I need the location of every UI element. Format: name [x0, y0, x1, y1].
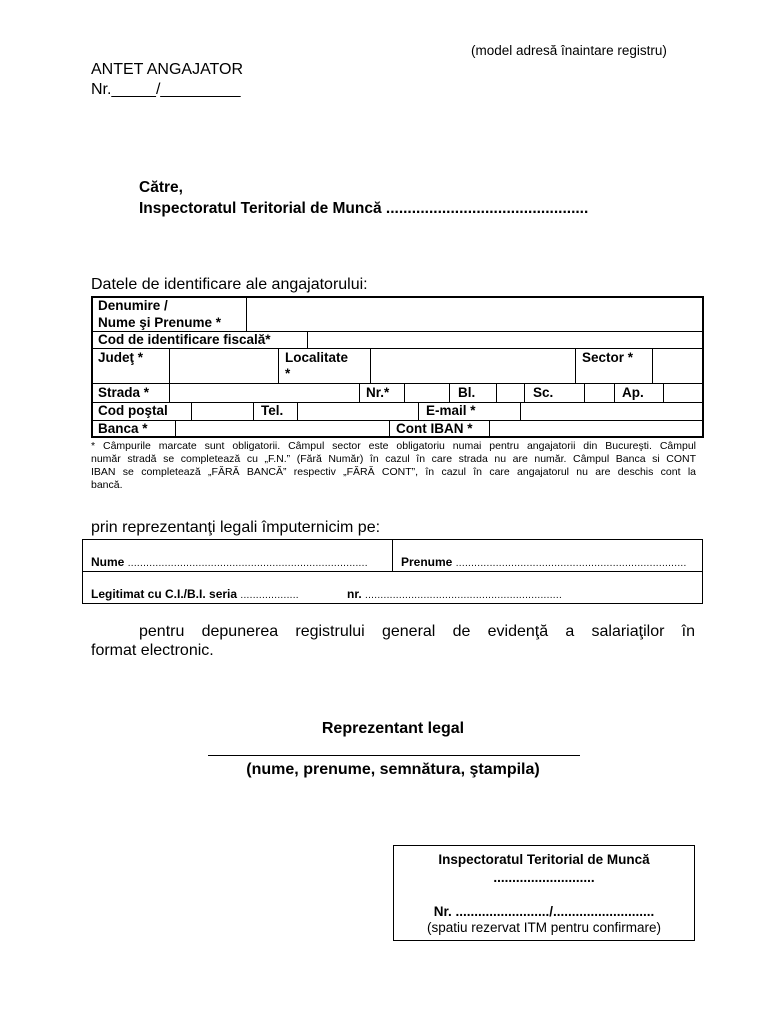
recipient-salutation: Către, — [139, 179, 183, 196]
email-field[interactable] — [522, 404, 700, 419]
rep-nume-label: Nume — [91, 555, 125, 569]
col-divider — [191, 402, 192, 420]
signature-line[interactable] — [208, 755, 580, 756]
col-divider — [392, 539, 393, 571]
note-line: * Câmpurile marcate sunt obligatorii. Câmpul sector este obligatoriu numai pentru angajatorii din Bucureşti. Câmpul — [91, 440, 696, 452]
identification-title: Datele de identificare ale angajatorului: — [91, 276, 368, 293]
ap-label: Ap. — [622, 385, 644, 400]
col-divider — [359, 383, 360, 402]
col-divider — [389, 420, 390, 438]
banca-field[interactable] — [177, 422, 387, 436]
cif-label: Cod de identificare fiscală* — [98, 332, 271, 347]
col-divider — [520, 402, 521, 420]
registration-number-line: Nr._____/_________ — [91, 81, 241, 98]
judet-field[interactable] — [171, 350, 276, 382]
note-line: număr stradă se completează cu „F.N.” (Fără Număr) în cazul în care strada nu are număr. Câmpul Banca si CONT — [91, 453, 696, 465]
cod-postal-label: Cod poştal — [98, 403, 168, 418]
ap-field[interactable] — [665, 385, 700, 401]
col-divider — [663, 383, 664, 402]
cod-postal-field[interactable] — [193, 404, 251, 419]
row-divider — [91, 383, 704, 384]
col-divider — [297, 402, 298, 420]
banca-label: Banca * — [98, 421, 148, 436]
localitate-required-mark: * — [285, 366, 291, 381]
itm-box-dots: ........................... — [493, 870, 595, 885]
email-label: E-mail * — [426, 403, 476, 418]
nr-field[interactable] — [406, 385, 447, 401]
judet-label: Judeţ * — [98, 350, 144, 365]
rep-seria-dots: ................... — [240, 590, 299, 601]
bl-field[interactable] — [498, 385, 522, 401]
itm-confirmation-box — [393, 845, 695, 941]
col-divider — [584, 383, 585, 402]
sc-field[interactable] — [586, 385, 612, 401]
itm-box-title: Inspectoratul Teritorial de Muncă — [438, 852, 650, 867]
col-divider — [307, 331, 308, 348]
row-divider — [91, 402, 704, 403]
row-divider — [82, 571, 703, 572]
rep-prenume-field[interactable] — [401, 555, 687, 569]
rep-legitimat-label: Legitimat cu C.I./B.I. seria — [91, 587, 238, 601]
col-divider — [175, 420, 176, 438]
rep-nume-dots: .............................................................................. — [127, 558, 368, 569]
tel-label: Tel. — [261, 403, 284, 418]
iban-label: Cont IBAN * — [396, 421, 473, 436]
localitate-label: Localitate — [285, 350, 349, 365]
nume-prenume-label: Nume şi Prenume * — [98, 315, 222, 330]
col-divider — [614, 383, 615, 402]
body-text-line: pentru depunerea registrului general de evidenţă a salariaţilor în — [139, 623, 695, 640]
col-divider — [418, 402, 419, 420]
tel-field[interactable] — [299, 404, 416, 419]
rep-nr-label: nr. — [347, 587, 362, 601]
cif-field[interactable] — [309, 332, 700, 347]
denumire-field[interactable] — [248, 298, 700, 329]
col-divider — [496, 383, 497, 402]
col-divider — [652, 348, 653, 383]
rep-prenume-dots: ........................................................................... — [455, 558, 687, 569]
note-line: bancă. — [91, 479, 123, 491]
rep-id-nr-field[interactable] — [347, 587, 562, 601]
col-divider — [489, 420, 490, 438]
localitate-field[interactable] — [372, 350, 573, 382]
itm-box-nr-line[interactable]: Nr. ........................./........................... — [433, 904, 655, 919]
note-line: IBAN se completează „FĂRĂ BANCĂ” respectiv „FĂRĂ CONT”, în cazul în care angajatorul nu are deschis cont la — [91, 466, 696, 478]
bl-label: Bl. — [458, 385, 476, 400]
strada-label: Strada * — [98, 385, 150, 400]
sc-label: Sc. — [533, 385, 554, 400]
col-divider — [404, 383, 405, 402]
row-divider — [91, 348, 704, 349]
recipient-institution: Inspectoratul Teritorial de Muncă ............................................... — [139, 200, 589, 217]
sector-label: Sector * — [582, 350, 634, 365]
representatives-title: prin reprezentanţi legali împuternicim pe: — [91, 519, 381, 536]
signature-title: Reprezentant legal — [321, 720, 465, 737]
rep-prenume-label: Prenume — [401, 555, 453, 569]
nr-label: Nr.* — [366, 385, 390, 400]
col-divider — [246, 296, 247, 331]
col-divider — [370, 348, 371, 383]
rep-nume-field[interactable] — [91, 555, 368, 569]
denumire-label: Denumire / — [98, 298, 168, 313]
body-text-line: format electronic. — [91, 642, 214, 659]
sector-field[interactable] — [654, 350, 700, 382]
rep-id-seria-field[interactable] — [91, 587, 299, 601]
signature-caption: (nume, prenume, semnătura, ştampila) — [246, 761, 540, 778]
col-divider — [169, 348, 170, 383]
strada-field[interactable] — [171, 385, 357, 401]
col-divider — [575, 348, 576, 383]
col-divider — [169, 383, 170, 402]
iban-field[interactable] — [491, 422, 700, 436]
employer-header: ANTET ANGAJATOR — [91, 61, 244, 78]
col-divider — [253, 402, 254, 420]
rep-nr-dots: ................................................................ — [365, 590, 563, 601]
col-divider — [278, 348, 279, 383]
col-divider — [524, 383, 525, 402]
itm-box-caption: (spatiu rezervat ITM pentru confirmare) — [426, 920, 662, 935]
col-divider — [449, 383, 450, 402]
model-note: (model adresă înaintare registru) — [471, 43, 667, 58]
